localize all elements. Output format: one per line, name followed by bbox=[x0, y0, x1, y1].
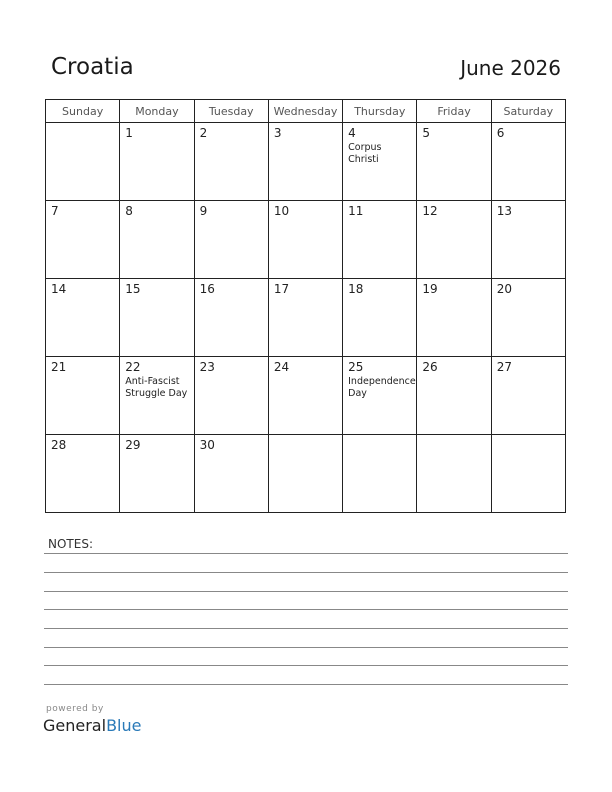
day-number: 18 bbox=[348, 282, 364, 296]
day-number: 23 bbox=[199, 360, 215, 374]
day-number: 26 bbox=[422, 360, 438, 374]
note-line bbox=[44, 665, 568, 666]
notes-label: NOTES: bbox=[48, 537, 93, 551]
day-number bbox=[417, 435, 490, 438]
day-cell bbox=[268, 201, 342, 279]
day-cell bbox=[120, 279, 194, 357]
day-number: 30 bbox=[199, 438, 215, 452]
weekday-header-row bbox=[46, 100, 566, 123]
day-number: 16 bbox=[199, 282, 215, 296]
day-number: 9 bbox=[199, 204, 208, 218]
weekday-monday: Monday bbox=[120, 100, 194, 123]
day-cell bbox=[120, 123, 194, 201]
day-number: 24 bbox=[273, 360, 290, 374]
day-cell bbox=[268, 435, 342, 513]
day-number: 3 bbox=[273, 126, 282, 140]
day-number: 22 bbox=[125, 360, 141, 374]
day-number: 21 bbox=[51, 360, 67, 374]
day-cell bbox=[194, 279, 268, 357]
day-number: 13 bbox=[496, 204, 512, 218]
day-cell bbox=[120, 435, 194, 513]
day-number: 1 bbox=[125, 126, 133, 140]
day-cell bbox=[491, 279, 565, 357]
day-number: 15 bbox=[125, 282, 141, 296]
week-row bbox=[46, 201, 566, 279]
day-number: 7 bbox=[51, 204, 59, 218]
day-cell bbox=[491, 357, 565, 435]
day-number: 14 bbox=[51, 282, 67, 296]
week-row bbox=[46, 357, 566, 435]
week-row bbox=[46, 123, 566, 201]
day-number: 17 bbox=[273, 282, 290, 296]
day-cell bbox=[268, 279, 342, 357]
day-cell bbox=[343, 201, 417, 279]
generalblue-logo bbox=[43, 716, 141, 735]
note-line bbox=[44, 553, 568, 554]
day-number: 29 bbox=[125, 438, 141, 452]
holiday-label: Anti-Fascist Struggle Day bbox=[125, 376, 188, 399]
weekday-tuesday: Tuesday bbox=[194, 100, 268, 123]
day-number bbox=[269, 435, 342, 438]
day-number: 11 bbox=[348, 204, 364, 218]
brand-blue: Blue bbox=[106, 716, 142, 735]
day-cell bbox=[46, 435, 120, 513]
day-cell bbox=[491, 435, 565, 513]
weekday-sunday: Sunday bbox=[46, 100, 120, 123]
day-cell bbox=[194, 357, 268, 435]
day-cell bbox=[120, 201, 194, 279]
day-cell bbox=[268, 357, 342, 435]
day-number: 10 bbox=[273, 204, 290, 218]
day-cell bbox=[417, 435, 491, 513]
week-row bbox=[46, 435, 566, 513]
holiday-label: Corpus Christi bbox=[348, 142, 382, 165]
day-cell bbox=[268, 123, 342, 201]
day-number: 20 bbox=[496, 282, 512, 296]
day-cell bbox=[491, 201, 565, 279]
day-cell bbox=[46, 201, 120, 279]
day-cell bbox=[46, 357, 120, 435]
day-cell bbox=[417, 279, 491, 357]
day-number: 19 bbox=[422, 282, 438, 296]
day-cell bbox=[491, 123, 565, 201]
day-number: 8 bbox=[125, 204, 133, 218]
day-cell bbox=[417, 123, 491, 201]
day-cell bbox=[343, 123, 417, 201]
day-number: 6 bbox=[496, 126, 505, 140]
day-number: 25 bbox=[348, 360, 364, 374]
day-cell bbox=[194, 435, 268, 513]
note-line bbox=[44, 647, 568, 648]
week-row bbox=[46, 279, 566, 357]
country-title: Croatia bbox=[51, 54, 134, 80]
weekday-wednesday: Wednesday bbox=[268, 100, 342, 123]
day-cell bbox=[194, 123, 268, 201]
weekday-saturday: Saturday bbox=[491, 100, 565, 123]
day-cell bbox=[343, 279, 417, 357]
note-line bbox=[44, 572, 568, 573]
note-line bbox=[44, 609, 568, 610]
weekday-thursday: Thursday bbox=[343, 100, 417, 123]
day-number: 28 bbox=[51, 438, 67, 452]
day-number bbox=[343, 435, 416, 438]
day-cell bbox=[417, 201, 491, 279]
day-number bbox=[46, 123, 119, 126]
day-cell bbox=[120, 357, 194, 435]
note-line bbox=[44, 628, 568, 629]
month-title: June 2026 bbox=[460, 56, 561, 80]
day-number bbox=[492, 435, 565, 438]
day-cell bbox=[46, 279, 120, 357]
day-number: 27 bbox=[496, 360, 512, 374]
day-cell bbox=[417, 357, 491, 435]
day-cell bbox=[46, 123, 120, 201]
day-cell bbox=[343, 435, 417, 513]
day-cell bbox=[194, 201, 268, 279]
powered-by-text: powered by bbox=[46, 704, 104, 714]
note-line bbox=[44, 684, 568, 685]
day-number: 12 bbox=[422, 204, 438, 218]
day-number: 5 bbox=[422, 126, 431, 140]
day-cell bbox=[343, 357, 417, 435]
calendar-grid bbox=[45, 99, 566, 513]
holiday-label: Independence Day bbox=[348, 376, 416, 399]
brand-general: General bbox=[43, 716, 107, 735]
day-number: 2 bbox=[199, 126, 208, 140]
day-number: 4 bbox=[348, 126, 356, 140]
note-line bbox=[44, 591, 568, 592]
weekday-friday: Friday bbox=[417, 100, 491, 123]
